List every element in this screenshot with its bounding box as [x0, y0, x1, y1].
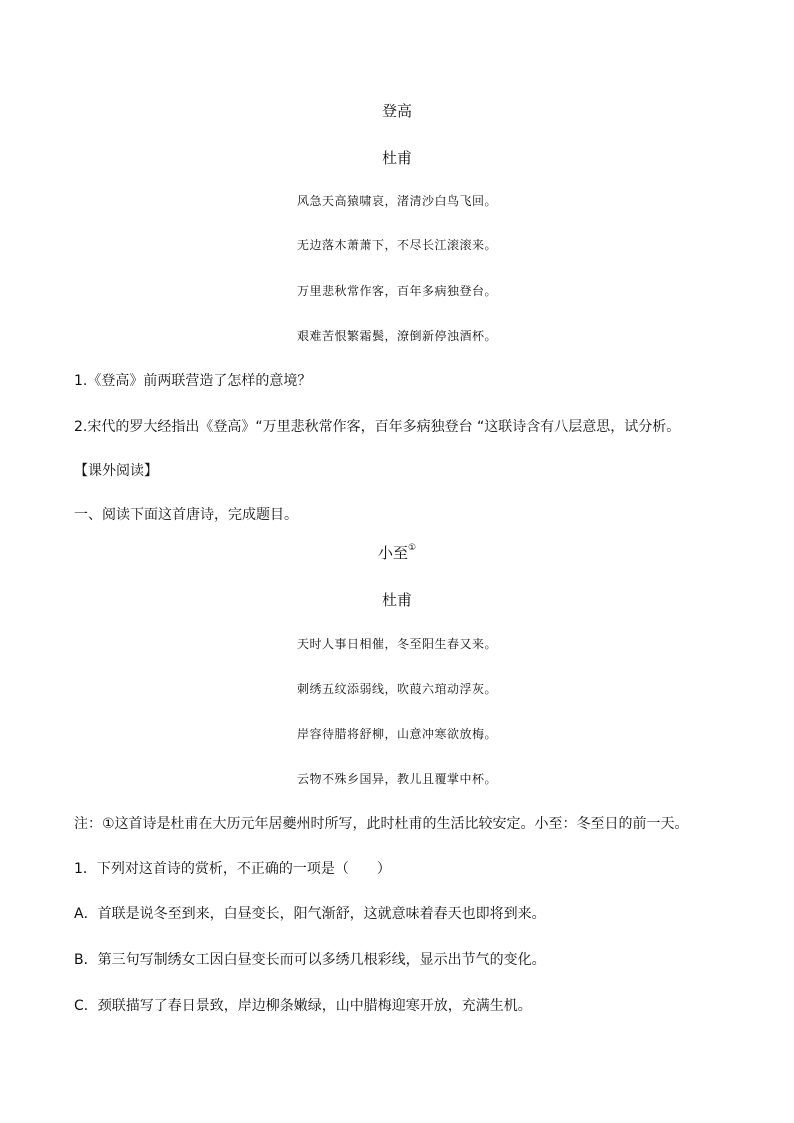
poem1-line-1: 风急天高猿啸哀，渚清沙白鸟飞回。	[296, 194, 497, 208]
option-a: A．首联是说冬至到来，白昼变长，阳气渐舒，这就意味着春天也即将到来。	[74, 906, 546, 922]
poem1-line-3: 万里悲秋常作客，百年多病独登台。	[296, 284, 497, 298]
poem2-author: 杜甫	[381, 591, 412, 609]
reading-instruction: 一、阅读下面这首唐诗，完成题目。	[74, 507, 298, 523]
poem2-line-3: 岸容待腊将舒柳，山意冲寒欲放梅。	[296, 727, 497, 741]
poem1-author: 杜甫	[381, 149, 412, 167]
poem1-question-1: 1.《登高》前两联营造了怎样的意境？	[74, 373, 312, 389]
question-stem: 1．下列对这首诗的赏析，不正确的一项是（ ）	[74, 861, 391, 877]
poem1-line-2: 无边落木萧萧下，不尽长江滚滚来。	[296, 238, 497, 252]
poem2-footnote-mark: ①	[407, 543, 417, 553]
footnote: 注：①这首诗是杜甫在大历元年居夔州时所写，此时杜甫的生活比较安定。小至：冬至日的前一天。	[74, 816, 689, 832]
poem1-question-2: 2.宋代的罗大经指出《登高》“万里悲秋常作客，百年多病独登台 “这联诗含有八层意思，试分析。	[74, 419, 681, 435]
poem2-line-1: 天时人事日相催，冬至阳生春又来。	[296, 637, 497, 651]
poem2-title-text: 小至	[377, 544, 408, 562]
poem2-line-2: 刺绣五纹添弱线，吹葭六琯动浮灰。	[296, 682, 497, 696]
option-c: C．颈联描写了春日景致，岸边柳条嫩绿，山中腊梅迎寒开放，充满生机。	[74, 998, 532, 1014]
section-heading: 【课外阅读】	[74, 463, 158, 479]
option-b: B．第三句写制绣女工因白昼变长而可以多绣几根彩线，显示出节气的变化。	[74, 952, 546, 968]
poem2-title	[0, 543, 794, 562]
poem2-line-4: 云物不殊乡国异，教儿且覆掌中杯。	[296, 772, 497, 786]
poem1-line-4: 艰难苦恨繁霜鬓，潦倒新停浊酒杯。	[296, 329, 497, 343]
poem1-title: 登高	[381, 102, 412, 120]
